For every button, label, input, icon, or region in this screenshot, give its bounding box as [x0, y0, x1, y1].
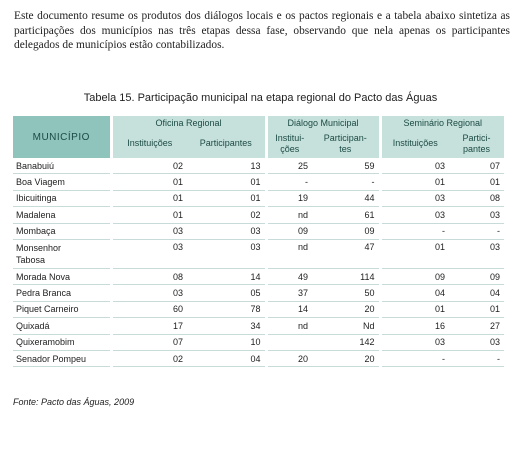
municipio-name: Mombaça — [13, 223, 111, 239]
cell-value: 01 — [111, 174, 187, 190]
municipio-name: Quixeramobim — [13, 334, 111, 350]
cell-value: 01 — [111, 207, 187, 223]
cell-value: 08 — [111, 268, 187, 284]
header-seminario-regional: Seminário Regional — [380, 116, 504, 129]
cell-value: 01 — [187, 190, 266, 206]
cell-value: 03 — [449, 239, 504, 268]
subheader-5: Partici- pantes — [449, 129, 504, 158]
cell-value: - — [312, 174, 380, 190]
cell-value: 01 — [380, 239, 449, 268]
subheader-2: Institui- ções — [266, 129, 312, 158]
municipio-name: Monsenhor Tabosa — [13, 239, 111, 268]
cell-value: 03 — [187, 223, 266, 239]
subheader-1: Participantes — [187, 129, 266, 158]
cell-value: 01 — [380, 174, 449, 190]
cell-value: - — [266, 174, 312, 190]
cell-value: 20 — [312, 301, 380, 317]
cell-value: 07 — [111, 334, 187, 350]
table-row — [13, 158, 504, 174]
cell-value: 03 — [380, 334, 449, 350]
table-row — [13, 223, 504, 239]
cell-value: 20 — [266, 350, 312, 366]
table-row — [13, 239, 504, 268]
participation-table — [13, 116, 504, 367]
table-row — [13, 207, 504, 223]
cell-value: 05 — [187, 285, 266, 301]
cell-value: 25 — [266, 158, 312, 174]
cell-value: 114 — [312, 268, 380, 284]
cell-value: 34 — [187, 318, 266, 334]
cell-value: 14 — [187, 268, 266, 284]
cell-value: 44 — [312, 190, 380, 206]
cell-value: 60 — [111, 301, 187, 317]
cell-value: 02 — [111, 158, 187, 174]
header-dialogo-municipal: Diálogo Municipal — [266, 116, 380, 129]
cell-value: 13 — [187, 158, 266, 174]
cell-value: 14 — [266, 301, 312, 317]
header-oficina-regional: Oficina Regional — [111, 116, 266, 129]
source-note: Fonte: Pacto das Águas, 2009 — [13, 397, 135, 407]
cell-value: 01 — [111, 190, 187, 206]
table-row — [13, 268, 504, 284]
cell-value: 01 — [449, 174, 504, 190]
table-row — [13, 190, 504, 206]
cell-value: nd — [266, 207, 312, 223]
municipio-name: Ibicuitinga — [13, 190, 111, 206]
cell-value: 19 — [266, 190, 312, 206]
cell-value: 03 — [187, 239, 266, 268]
cell-value: 03 — [111, 223, 187, 239]
cell-value: 01 — [380, 301, 449, 317]
municipio-name: Boa Viagem — [13, 174, 111, 190]
cell-value: 04 — [380, 285, 449, 301]
cell-value: 04 — [449, 285, 504, 301]
cell-value: - — [449, 350, 504, 366]
cell-value: 78 — [187, 301, 266, 317]
cell-value: 16 — [380, 318, 449, 334]
municipio-name: Morada Nova — [13, 268, 111, 284]
cell-value: 49 — [266, 268, 312, 284]
table-row — [13, 174, 504, 190]
cell-value: 20 — [312, 350, 380, 366]
cell-value: 50 — [312, 285, 380, 301]
header-municipio: MUNICÍPIO — [13, 116, 111, 158]
cell-value: - — [380, 350, 449, 366]
subheader-4: Instituições — [380, 129, 449, 158]
municipio-name: Piquet Carneiro — [13, 301, 111, 317]
cell-value: 03 — [449, 334, 504, 350]
table-row — [13, 350, 504, 366]
intro-paragraph: Este documento resume os produtos dos diálogos locais e os pactos regionais e a tabela abaixo sintetiza as participações dos municípios nas três etapas dessa fase, observando que nela apenas os participantes delegados de municípios estão contabilizados. — [14, 10, 510, 52]
cell-value: 02 — [111, 350, 187, 366]
cell-value: 02 — [187, 207, 266, 223]
table-row — [13, 301, 504, 317]
cell-value: 01 — [187, 174, 266, 190]
table-caption: Tabela 15. Participação municipal na etapa regional do Pacto das Águas — [83, 92, 438, 104]
table-row — [13, 318, 504, 334]
municipio-name: Quixadá — [13, 318, 111, 334]
cell-value: 09 — [449, 268, 504, 284]
cell-value: 37 — [266, 285, 312, 301]
cell-value: 07 — [449, 158, 504, 174]
cell-value: - — [380, 223, 449, 239]
cell-value: 09 — [380, 268, 449, 284]
municipio-name: Banabuiú — [13, 158, 111, 174]
municipio-name: Senador Pompeu — [13, 350, 111, 366]
municipio-name: Pedra Branca — [13, 285, 111, 301]
cell-value: 03 — [449, 207, 504, 223]
cell-value: 47 — [312, 239, 380, 268]
cell-value: 17 — [111, 318, 187, 334]
cell-value: 10 — [187, 334, 266, 350]
table-row — [13, 285, 504, 301]
cell-value: 01 — [449, 301, 504, 317]
cell-value: 61 — [312, 207, 380, 223]
cell-value: Nd — [312, 318, 380, 334]
cell-value: 03 — [380, 158, 449, 174]
cell-value: nd — [266, 318, 312, 334]
table-row — [13, 334, 504, 350]
cell-value: 03 — [380, 207, 449, 223]
cell-value: 09 — [312, 223, 380, 239]
cell-value: - — [449, 223, 504, 239]
cell-value: 59 — [312, 158, 380, 174]
subheader-0: Instituições — [111, 129, 187, 158]
cell-value: 04 — [187, 350, 266, 366]
cell-value: 03 — [380, 190, 449, 206]
cell-value — [266, 334, 312, 350]
cell-value: 03 — [111, 239, 187, 268]
cell-value: 27 — [449, 318, 504, 334]
subheader-3: Participan- tes — [312, 129, 380, 158]
cell-value: 142 — [312, 334, 380, 350]
cell-value: 03 — [111, 285, 187, 301]
cell-value: nd — [266, 239, 312, 268]
cell-value: 08 — [449, 190, 504, 206]
municipio-name: Madalena — [13, 207, 111, 223]
cell-value: 09 — [266, 223, 312, 239]
